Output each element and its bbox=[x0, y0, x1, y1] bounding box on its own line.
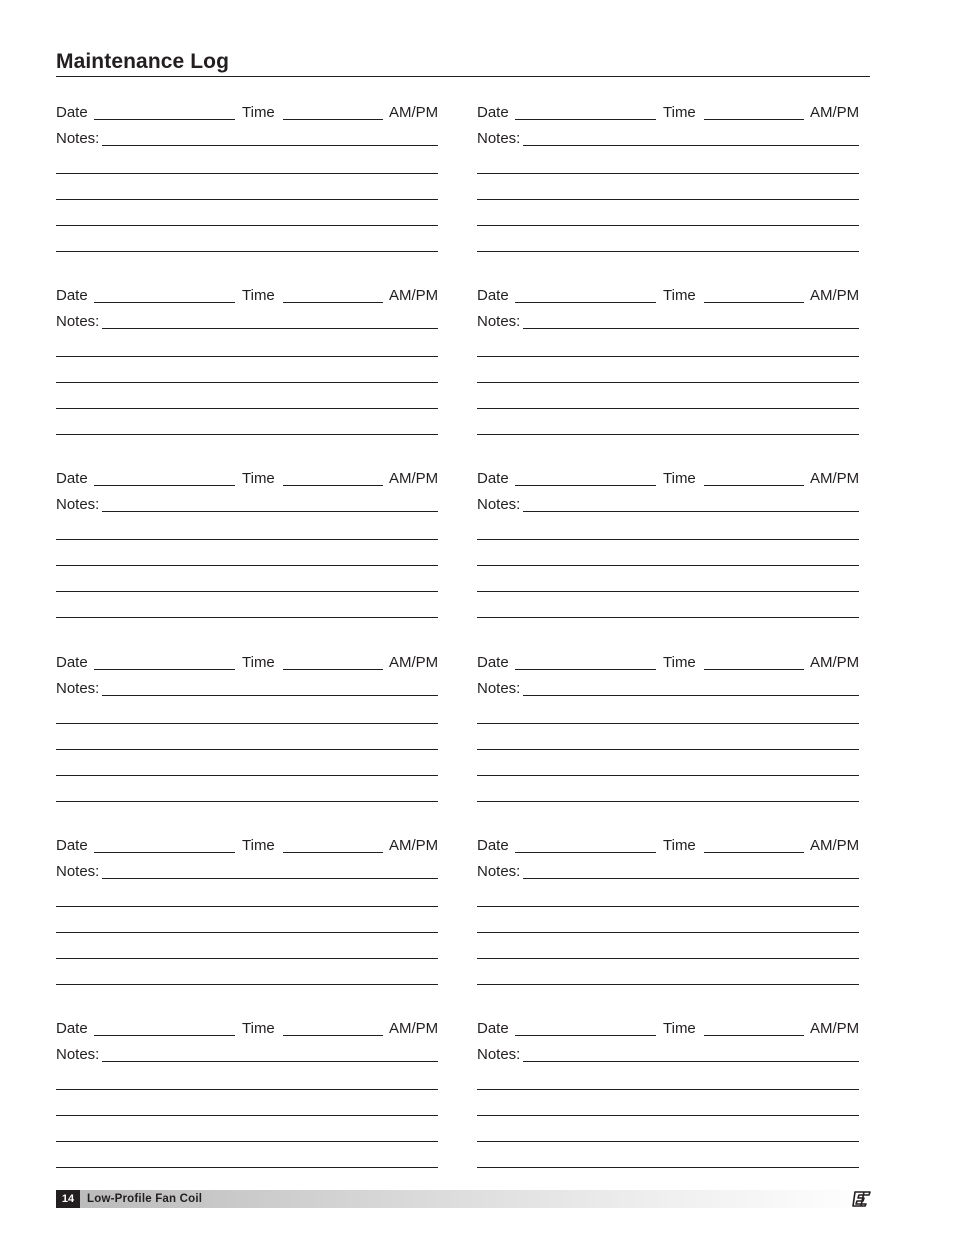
time-label: Time bbox=[242, 104, 275, 121]
time-label: Time bbox=[242, 287, 275, 304]
date-time-row bbox=[56, 1020, 442, 1040]
date-label: Date bbox=[56, 1020, 88, 1037]
time-field-line[interactable] bbox=[704, 302, 804, 303]
notes-continuation-line[interactable] bbox=[56, 1141, 438, 1142]
notes-continuation-line[interactable] bbox=[56, 591, 438, 592]
notes-continuation-line[interactable] bbox=[477, 801, 859, 802]
notes-continuation-line[interactable] bbox=[477, 251, 859, 252]
notes-continuation-line[interactable] bbox=[477, 775, 859, 776]
log-entry bbox=[56, 104, 442, 264]
notes-field-line[interactable] bbox=[102, 511, 438, 512]
time-label: Time bbox=[663, 1020, 696, 1037]
notes-continuation-line[interactable] bbox=[56, 723, 438, 724]
time-field-line[interactable] bbox=[704, 669, 804, 670]
am-pm-label: AM/PM bbox=[810, 287, 860, 304]
notes-continuation-line[interactable] bbox=[477, 958, 859, 959]
time-field-line[interactable] bbox=[704, 119, 804, 120]
date-field-line[interactable] bbox=[94, 119, 235, 120]
notes-label: Notes: bbox=[477, 680, 521, 697]
notes-continuation-line[interactable] bbox=[477, 984, 859, 985]
notes-continuation-line[interactable] bbox=[56, 565, 438, 566]
am-pm-label: AM/PM bbox=[389, 287, 439, 304]
date-label: Date bbox=[477, 837, 509, 854]
am-pm-label: AM/PM bbox=[389, 1020, 439, 1037]
notes-continuation-line[interactable] bbox=[477, 617, 859, 618]
time-field-line[interactable] bbox=[283, 852, 383, 853]
date-label: Date bbox=[56, 104, 88, 121]
date-label: Date bbox=[477, 1020, 509, 1037]
log-entry bbox=[477, 470, 863, 630]
log-entry bbox=[477, 287, 863, 447]
date-field-line[interactable] bbox=[515, 669, 656, 670]
date-time-row bbox=[477, 1020, 863, 1040]
notes-continuation-line[interactable] bbox=[477, 1115, 859, 1116]
date-label: Date bbox=[477, 287, 509, 304]
notes-field-line[interactable] bbox=[523, 328, 859, 329]
page-title: Maintenance Log bbox=[56, 50, 230, 73]
notes-continuation-line[interactable] bbox=[477, 539, 859, 540]
notes-field-line[interactable] bbox=[102, 328, 438, 329]
date-time-row bbox=[477, 104, 863, 124]
notes-field-line[interactable] bbox=[523, 1061, 859, 1062]
log-entry bbox=[477, 1020, 863, 1180]
brand-logo-icon bbox=[852, 1191, 871, 1207]
notes-continuation-line[interactable] bbox=[56, 775, 438, 776]
date-label: Date bbox=[477, 654, 509, 671]
notes-label: Notes: bbox=[56, 496, 100, 513]
notes-label: Notes: bbox=[477, 313, 521, 330]
time-field-line[interactable] bbox=[704, 1035, 804, 1036]
notes-label: Notes: bbox=[56, 313, 100, 330]
date-field-line[interactable] bbox=[515, 1035, 656, 1036]
notes-label: Notes: bbox=[477, 130, 521, 147]
time-field-line[interactable] bbox=[283, 1035, 383, 1036]
am-pm-label: AM/PM bbox=[810, 837, 860, 854]
time-field-line[interactable] bbox=[283, 119, 383, 120]
notes-continuation-line[interactable] bbox=[477, 932, 859, 933]
notes-continuation-line[interactable] bbox=[477, 749, 859, 750]
date-time-row bbox=[56, 287, 442, 307]
notes-continuation-line[interactable] bbox=[56, 356, 438, 357]
date-label: Date bbox=[56, 654, 88, 671]
log-entry bbox=[477, 654, 863, 814]
notes-continuation-line[interactable] bbox=[477, 565, 859, 566]
notes-label: Notes: bbox=[56, 1046, 100, 1063]
notes-label: Notes: bbox=[477, 1046, 521, 1063]
date-field-line[interactable] bbox=[515, 119, 656, 120]
time-label: Time bbox=[663, 837, 696, 854]
notes-field-line[interactable] bbox=[523, 695, 859, 696]
date-label: Date bbox=[477, 104, 509, 121]
notes-continuation-line[interactable] bbox=[56, 617, 438, 618]
log-entry bbox=[56, 1020, 442, 1180]
notes-field-line[interactable] bbox=[102, 695, 438, 696]
am-pm-label: AM/PM bbox=[810, 104, 860, 121]
notes-continuation-line[interactable] bbox=[477, 906, 859, 907]
notes-continuation-line[interactable] bbox=[56, 1089, 438, 1090]
notes-continuation-line[interactable] bbox=[56, 199, 438, 200]
time-label: Time bbox=[663, 104, 696, 121]
notes-continuation-line[interactable] bbox=[56, 434, 438, 435]
date-time-row bbox=[477, 470, 863, 490]
notes-continuation-line[interactable] bbox=[56, 539, 438, 540]
time-label: Time bbox=[242, 837, 275, 854]
time-label: Time bbox=[242, 1020, 275, 1037]
date-label: Date bbox=[56, 287, 88, 304]
notes-continuation-line[interactable] bbox=[56, 749, 438, 750]
log-entry bbox=[477, 837, 863, 997]
time-field-line[interactable] bbox=[283, 669, 383, 670]
notes-label: Notes: bbox=[477, 496, 521, 513]
notes-field-line[interactable] bbox=[523, 145, 859, 146]
time-label: Time bbox=[663, 470, 696, 487]
date-label: Date bbox=[56, 470, 88, 487]
date-field-line[interactable] bbox=[94, 1035, 235, 1036]
notes-continuation-line[interactable] bbox=[477, 173, 859, 174]
date-time-row bbox=[56, 654, 442, 674]
date-time-row bbox=[477, 287, 863, 307]
log-entry bbox=[56, 470, 442, 630]
notes-field-line[interactable] bbox=[102, 1061, 438, 1062]
title-rule bbox=[56, 76, 870, 77]
notes-continuation-line[interactable] bbox=[56, 225, 438, 226]
log-entry bbox=[56, 287, 442, 447]
notes-continuation-line[interactable] bbox=[56, 984, 438, 985]
date-time-row bbox=[56, 837, 442, 857]
notes-continuation-line[interactable] bbox=[56, 251, 438, 252]
notes-continuation-line[interactable] bbox=[477, 1089, 859, 1090]
notes-continuation-line[interactable] bbox=[56, 173, 438, 174]
time-label: Time bbox=[663, 654, 696, 671]
notes-continuation-line[interactable] bbox=[477, 225, 859, 226]
notes-field-line[interactable] bbox=[102, 145, 438, 146]
log-entry bbox=[56, 654, 442, 814]
date-time-row bbox=[477, 654, 863, 674]
notes-label: Notes: bbox=[477, 863, 521, 880]
notes-label: Notes: bbox=[56, 680, 100, 697]
am-pm-label: AM/PM bbox=[810, 654, 860, 671]
notes-continuation-line[interactable] bbox=[56, 906, 438, 907]
date-field-line[interactable] bbox=[94, 302, 235, 303]
notes-continuation-line[interactable] bbox=[477, 356, 859, 357]
log-entry bbox=[56, 837, 442, 997]
notes-continuation-line[interactable] bbox=[477, 408, 859, 409]
time-label: Time bbox=[242, 470, 275, 487]
date-field-line[interactable] bbox=[94, 485, 235, 486]
footer-product-name: Low-Profile Fan Coil bbox=[87, 1193, 203, 1205]
notes-continuation-line[interactable] bbox=[56, 408, 438, 409]
date-label: Date bbox=[477, 470, 509, 487]
date-label: Date bbox=[56, 837, 88, 854]
notes-continuation-line[interactable] bbox=[56, 1115, 438, 1116]
date-time-row bbox=[56, 104, 442, 124]
notes-label: Notes: bbox=[56, 130, 100, 147]
am-pm-label: AM/PM bbox=[389, 104, 439, 121]
date-field-line[interactable] bbox=[94, 669, 235, 670]
notes-continuation-line[interactable] bbox=[477, 382, 859, 383]
notes-continuation-line[interactable] bbox=[477, 199, 859, 200]
notes-continuation-line[interactable] bbox=[477, 723, 859, 724]
notes-continuation-line[interactable] bbox=[477, 1141, 859, 1142]
am-pm-label: AM/PM bbox=[810, 470, 860, 487]
am-pm-label: AM/PM bbox=[389, 654, 439, 671]
notes-label: Notes: bbox=[56, 863, 100, 880]
am-pm-label: AM/PM bbox=[389, 470, 439, 487]
time-field-line[interactable] bbox=[704, 852, 804, 853]
date-time-row bbox=[56, 470, 442, 490]
notes-continuation-line[interactable] bbox=[56, 932, 438, 933]
page-number: 14 bbox=[56, 1190, 80, 1208]
time-label: Time bbox=[663, 287, 696, 304]
notes-field-line[interactable] bbox=[102, 878, 438, 879]
notes-continuation-line[interactable] bbox=[56, 382, 438, 383]
notes-continuation-line[interactable] bbox=[477, 1167, 859, 1168]
time-field-line[interactable] bbox=[283, 485, 383, 486]
notes-field-line[interactable] bbox=[523, 511, 859, 512]
notes-continuation-line[interactable] bbox=[56, 958, 438, 959]
notes-continuation-line[interactable] bbox=[56, 801, 438, 802]
notes-continuation-line[interactable] bbox=[477, 591, 859, 592]
notes-continuation-line[interactable] bbox=[477, 434, 859, 435]
date-field-line[interactable] bbox=[94, 852, 235, 853]
date-time-row bbox=[477, 837, 863, 857]
time-label: Time bbox=[242, 654, 275, 671]
notes-continuation-line[interactable] bbox=[56, 1167, 438, 1168]
log-entry bbox=[477, 104, 863, 264]
am-pm-label: AM/PM bbox=[810, 1020, 860, 1037]
date-field-line[interactable] bbox=[515, 852, 656, 853]
date-field-line[interactable] bbox=[515, 485, 656, 486]
time-field-line[interactable] bbox=[704, 485, 804, 486]
am-pm-label: AM/PM bbox=[389, 837, 439, 854]
date-field-line[interactable] bbox=[515, 302, 656, 303]
notes-field-line[interactable] bbox=[523, 878, 859, 879]
time-field-line[interactable] bbox=[283, 302, 383, 303]
